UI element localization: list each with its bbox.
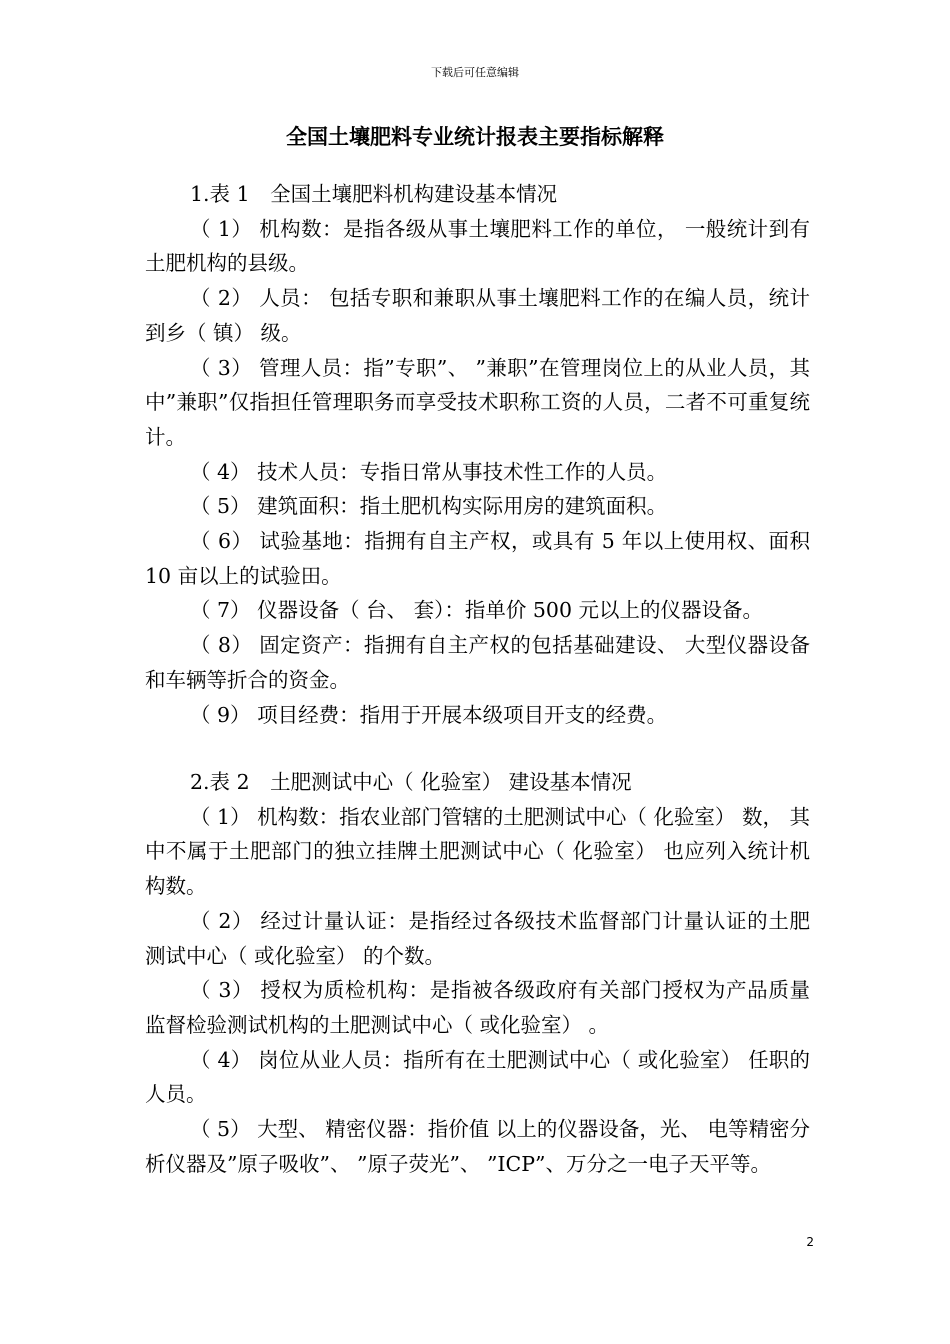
definition-paragraph: （ 9） 项目经费：指用于开展本级项目开支的经费。 bbox=[190, 702, 668, 727]
definition-paragraph: （ 6） 试验基地：指拥有自主产权，或具有 5 年以上使用权、面积 10 亩以上的试验田。 bbox=[145, 529, 810, 588]
definition-paragraph: （ 4） 岗位从业人员：指所有在土肥测试中心（ 或化验室） 任职的人员。 bbox=[145, 1047, 810, 1107]
section-heading: 1.表 1 全国土壤肥料机构建设基本情况 bbox=[190, 182, 558, 206]
definition-paragraph: （ 2） 经过计量认证：是指经过各级技术监督部门计量认证的土肥测试中心（ 或化验室） 的个数。 bbox=[145, 908, 810, 968]
definition-paragraph: （ 1） 机构数：是指各级从事土壤肥料工作的单位， 一般统计到有土肥机构的县级。 bbox=[145, 216, 810, 276]
definition-paragraph: （ 4） 技术人员：专指日常从事技术性工作的人员。 bbox=[190, 459, 668, 484]
definition-paragraph: （ 5） 大型、 精密仪器：指价值 以上的仪器设备，光、 电等精密分析仪器及”原子吸收”、 ”原子荧光”、 ”ICP”、万分之一电子天平等。 bbox=[145, 1117, 810, 1176]
definition-paragraph: （ 3） 授权为质检机构：是指被各级政府有关部门授权为产品质量监督检验测试机构的土肥测试中心（ 或化验室） 。 bbox=[145, 978, 810, 1037]
definition-paragraph: （ 2） 人员： 包括专职和兼职从事土壤肥料工作的在编人员，统计到乡（ 镇） 级。 bbox=[145, 286, 810, 345]
section-table-2 bbox=[145, 765, 810, 1181]
section-table-1 bbox=[145, 177, 810, 732]
definition-paragraph: （ 5） 建筑面积：指土肥机构实际用房的建筑面积。 bbox=[190, 494, 668, 519]
definition-paragraph: （ 7） 仪器设备（ 台、 套）：指单价 500 元以上的仪器设备。 bbox=[190, 598, 764, 623]
section-heading: 2.表 2 土肥测试中心（ 化验室） 建设基本情况 bbox=[190, 770, 632, 794]
document-title: 全国土壤肥料专业统计报表主要指标解释 bbox=[286, 125, 664, 149]
definition-paragraph: （ 1） 机构数：指农业部门管辖的土肥测试中心（ 化验室） 数， 其中不属于土肥部门的独立挂牌土肥测试中心（ 化验室） 也应列入统计机构数。 bbox=[145, 804, 810, 899]
page-number: 2 bbox=[806, 1235, 814, 1249]
definition-paragraph: （ 3） 管理人员：指”专职”、 ”兼职”在管理岗位上的从业人员，其中”兼职”仅指担任管理职务而享受技术职称工资的人员，二者不可重复统计。 bbox=[145, 355, 810, 449]
definition-paragraph: （ 8） 固定资产：指拥有自主产权的包括基础建设、 大型仪器设备和车辆等折合的资金。 bbox=[145, 633, 810, 692]
header-note: 下载后可任意编辑 bbox=[431, 66, 519, 79]
